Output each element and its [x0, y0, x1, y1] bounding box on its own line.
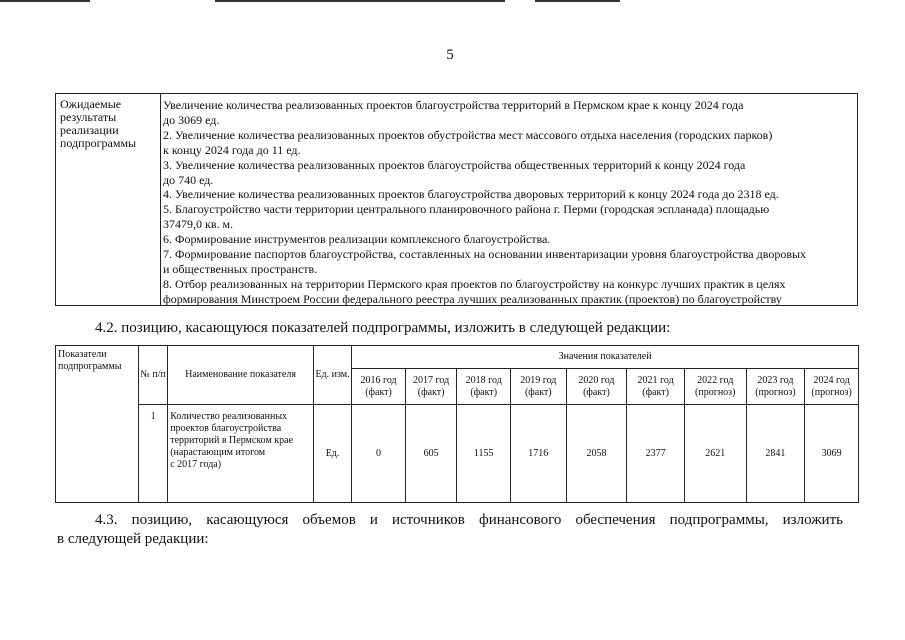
indicators-header-cell: Показатели подпрограммы [56, 346, 139, 503]
year-header-2017: 2017 год (факт) [405, 369, 457, 405]
value-cell-2018: 1155 [457, 405, 511, 503]
value-cell-2024: 3069 [805, 405, 859, 503]
row-unit-cell: Ед. [313, 405, 351, 503]
result-line: 3. Увеличение количества реализованных проектов благоустройства общественных территорий к концу 2024 года [163, 157, 746, 172]
value-cell-2023: 2841 [746, 405, 805, 503]
result-line: 8. Отбор реализованных на территории Пермского края проектов по благоустройству на конкурс лучших практик в целях [163, 276, 786, 291]
top-rule-right [535, 0, 620, 2]
value-cell-2020: 2058 [566, 405, 627, 503]
num-header-cell: № п/п [138, 346, 167, 405]
top-rule-left [0, 0, 90, 2]
paragraph-4-3: 4.3. позицию, касающуюся объемов и источников финансового обеспечения подпрограммы, изложить [95, 512, 843, 528]
value-cell-2016: 0 [352, 405, 406, 503]
result-line: до 740 ед. [163, 172, 214, 187]
result-line: 4. Увеличение количества реализованных проектов благоустройства дворовых территорий к концу 2024 года до 2318 ед. [163, 187, 779, 202]
indicators-table [55, 345, 859, 503]
unit-header-cell: Ед. изм. [313, 346, 351, 405]
result-line: 5. Благоустройство части территории центрального планировочного района г. Перми (городская эспланада) площадью [163, 202, 770, 217]
name-header-cell: Наименование показателя [168, 346, 314, 405]
row-num-cell: 1 [138, 405, 167, 503]
value-cell-2022: 2621 [684, 405, 746, 503]
top-rule-middle [215, 0, 505, 2]
expected-results-list [163, 98, 855, 307]
page-number: 5 [446, 47, 454, 63]
year-header-2023: 2023 год (прогноз) [746, 369, 805, 405]
year-header-2021: 2021 год (факт) [627, 369, 685, 405]
result-line: Увеличение количества реализованных проектов благоустройства территорий в Пермском крае к концу 2024 года [163, 98, 744, 112]
paragraph-4-2: 4.2. позицию, касающуюся показателей подпрограммы, изложить в следующей редакции: [95, 320, 671, 336]
year-header-2020: 2020 год (факт) [566, 369, 627, 405]
row-name-cell: Количество реализованных проектов благоустройства территорий в Пермском крае (нарастающим итогом с 2017 года) [168, 405, 314, 503]
expected-results-divider [160, 94, 161, 305]
table-row [56, 405, 859, 503]
year-header-2018: 2018 год (факт) [457, 369, 511, 405]
value-cell-2017: 605 [405, 405, 457, 503]
result-line: 37479,0 кв. м. [163, 217, 234, 232]
result-line: 7. Формирование паспортов благоустройства, составленных на основании инвентаризации уровня благоустройства дворовых [163, 247, 807, 262]
result-line: и общественных пространств. [163, 261, 318, 276]
value-cell-2019: 1716 [511, 405, 567, 503]
expected-results-box [55, 93, 858, 306]
result-line: до 3069 ед. [163, 112, 220, 127]
expected-results-label: Ожидаемые результаты реализации подпрограммы [60, 97, 137, 150]
result-line: 6. Формирование инструментов реализации комплексного благоустройства. [163, 232, 551, 247]
values-group-header: Значения показателей [352, 346, 859, 369]
paragraph-4-3-continuation: в следующей редакции: [57, 531, 209, 547]
result-line: формирования Минстроем России федерального реестра лучших реализованных практик (проектов) по благоустройству [163, 291, 782, 306]
year-header-2024: 2024 год (прогноз) [805, 369, 859, 405]
year-header-2019: 2019 год (факт) [511, 369, 567, 405]
result-line: к концу 2024 года до 11 ед. [163, 142, 301, 157]
value-cell-2021: 2377 [627, 405, 685, 503]
year-header-2022: 2022 год (прогноз) [684, 369, 746, 405]
year-header-2016: 2016 год (факт) [352, 369, 406, 405]
result-line: 2. Увеличение количества реализованных проектов обустройства мест массового отдыха населения (городских парков) [163, 127, 773, 142]
